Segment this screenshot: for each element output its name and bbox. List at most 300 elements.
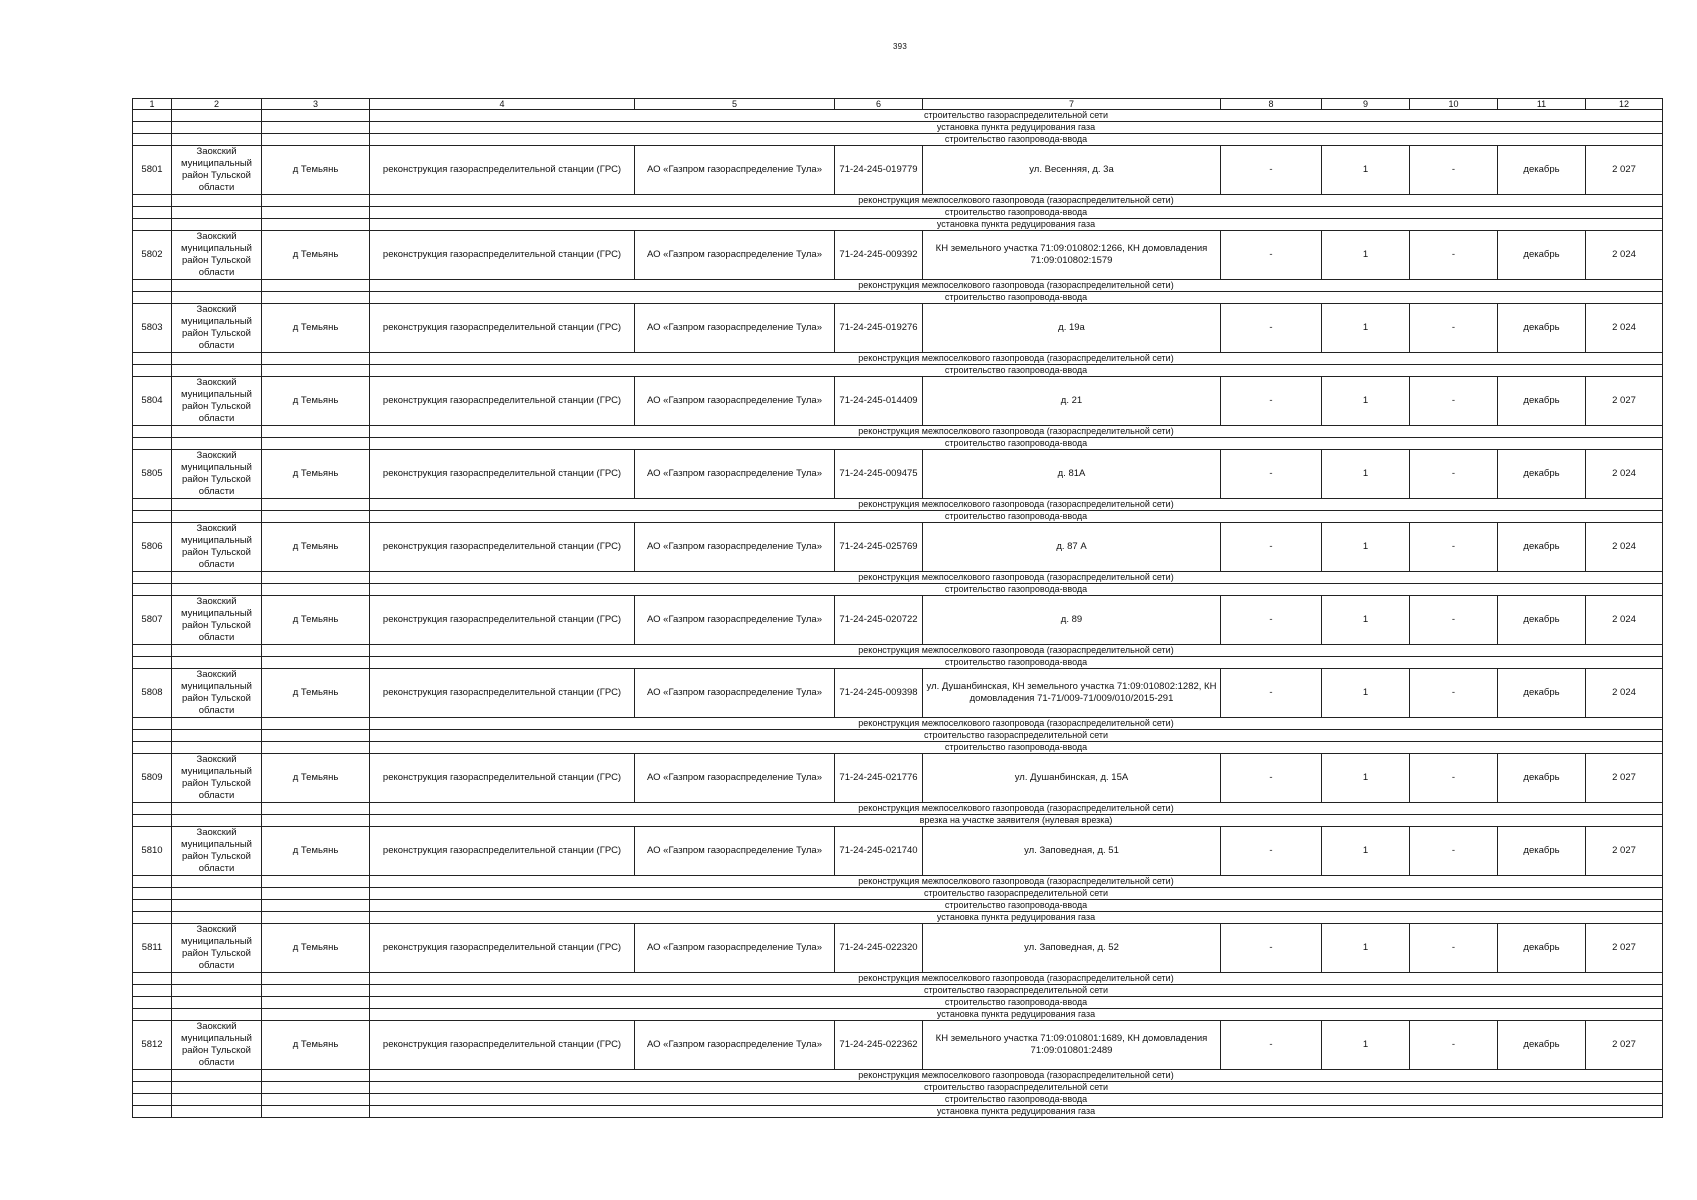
application-code-cell: 71-24-245-009475 xyxy=(835,450,923,499)
object-cell: реконструкция газораспределительной станции (ГРС) xyxy=(370,523,635,572)
work-item-row xyxy=(133,219,1663,231)
settlement-cell: д Темьянь xyxy=(262,450,370,499)
empty-cell xyxy=(262,1094,370,1106)
work-item-row xyxy=(133,280,1663,292)
empty-cell xyxy=(133,280,172,292)
empty-cell xyxy=(172,1070,262,1082)
work-item-row xyxy=(133,438,1663,450)
work-item-row xyxy=(133,122,1663,134)
work-item-label: строительство газораспределительной сети xyxy=(370,1082,1663,1094)
address-cell: ул. Душанбинская, д. 15А xyxy=(923,754,1221,803)
empty-cell xyxy=(262,1009,370,1021)
column-number-header xyxy=(133,99,1663,110)
month-cell: декабрь xyxy=(1498,450,1586,499)
empty-cell xyxy=(262,985,370,997)
application-code-cell: 71-24-245-009398 xyxy=(835,669,923,718)
organization-cell: АО «Газпром газораспределение Тула» xyxy=(635,450,835,499)
empty-cell xyxy=(262,365,370,377)
page-number: 393 xyxy=(893,42,907,51)
column-header: 11 xyxy=(1498,99,1586,110)
work-item-row xyxy=(133,110,1663,122)
object-cell: реконструкция газораспределительной станции (ГРС) xyxy=(370,924,635,973)
empty-cell xyxy=(133,645,172,657)
organization-cell: АО «Газпром газораспределение Тула» xyxy=(635,827,835,876)
column-10-cell: - xyxy=(1410,304,1498,353)
organization-cell: АО «Газпром газораспределение Тула» xyxy=(635,754,835,803)
empty-cell xyxy=(133,110,172,122)
column-9-cell: 1 xyxy=(1322,754,1410,803)
organization-cell: АО «Газпром газораспределение Тула» xyxy=(635,596,835,645)
column-10-cell: - xyxy=(1410,669,1498,718)
month-cell: декабрь xyxy=(1498,231,1586,280)
work-item-row xyxy=(133,718,1663,730)
empty-cell xyxy=(133,365,172,377)
work-item-row xyxy=(133,1070,1663,1082)
empty-cell xyxy=(133,742,172,754)
address-cell: ул. Заповедная, д. 52 xyxy=(923,924,1221,973)
empty-cell xyxy=(172,912,262,924)
column-8-cell: - xyxy=(1221,377,1322,426)
empty-cell xyxy=(133,718,172,730)
work-item-label: реконструкция межпоселкового газопровода (газораспределительной сети) xyxy=(370,426,1663,438)
table-row xyxy=(133,304,1663,353)
work-item-label: врезка на участке заявителя (нулевая врезка) xyxy=(370,815,1663,827)
column-8-cell: - xyxy=(1221,924,1322,973)
settlement-cell: д Темьянь xyxy=(262,377,370,426)
district-cell: Заокский муниципальный район Тульской области xyxy=(172,754,262,803)
district-cell: Заокский муниципальный район Тульской области xyxy=(172,450,262,499)
empty-cell xyxy=(133,1082,172,1094)
object-cell: реконструкция газораспределительной станции (ГРС) xyxy=(370,669,635,718)
work-item-label: строительство газопровода-ввода xyxy=(370,292,1663,304)
empty-cell xyxy=(172,353,262,365)
empty-cell xyxy=(172,742,262,754)
work-item-label: реконструкция межпоселкового газопровода (газораспределительной сети) xyxy=(370,876,1663,888)
column-9-cell: 1 xyxy=(1322,450,1410,499)
empty-cell xyxy=(262,110,370,122)
column-10-cell: - xyxy=(1410,146,1498,195)
district-cell: Заокский муниципальный район Тульской области xyxy=(172,231,262,280)
table-row xyxy=(133,377,1663,426)
organization-cell: АО «Газпром газораспределение Тула» xyxy=(635,146,835,195)
empty-cell xyxy=(172,584,262,596)
empty-cell xyxy=(172,876,262,888)
empty-cell xyxy=(133,134,172,146)
empty-cell xyxy=(133,207,172,219)
column-10-cell: - xyxy=(1410,924,1498,973)
empty-cell xyxy=(262,803,370,815)
organization-cell: АО «Газпром газораспределение Тула» xyxy=(635,924,835,973)
record-number: 5804 xyxy=(133,377,172,426)
empty-cell xyxy=(133,426,172,438)
column-8-cell: - xyxy=(1221,669,1322,718)
column-header: 1 xyxy=(133,99,172,110)
work-item-row xyxy=(133,973,1663,985)
table-row xyxy=(133,754,1663,803)
empty-cell xyxy=(262,876,370,888)
settlement-cell: д Темьянь xyxy=(262,523,370,572)
work-item-row xyxy=(133,912,1663,924)
object-cell: реконструкция газораспределительной станции (ГРС) xyxy=(370,377,635,426)
table-row xyxy=(133,523,1663,572)
column-9-cell: 1 xyxy=(1322,827,1410,876)
object-cell: реконструкция газораспределительной станции (ГРС) xyxy=(370,754,635,803)
record-number: 5807 xyxy=(133,596,172,645)
district-cell: Заокский муниципальный район Тульской области xyxy=(172,304,262,353)
empty-cell xyxy=(133,985,172,997)
column-10-cell: - xyxy=(1410,596,1498,645)
year-cell: 2 024 xyxy=(1586,596,1663,645)
empty-cell xyxy=(172,985,262,997)
empty-cell xyxy=(172,499,262,511)
column-8-cell: - xyxy=(1221,596,1322,645)
application-code-cell: 71-24-245-014409 xyxy=(835,377,923,426)
column-8-cell: - xyxy=(1221,1021,1322,1070)
empty-cell xyxy=(172,888,262,900)
object-cell: реконструкция газораспределительной станции (ГРС) xyxy=(370,304,635,353)
empty-cell xyxy=(172,511,262,523)
year-cell: 2 024 xyxy=(1586,304,1663,353)
empty-cell xyxy=(172,900,262,912)
work-item-label: установка пункта редуцирования газа xyxy=(370,219,1663,231)
empty-cell xyxy=(133,730,172,742)
work-item-row xyxy=(133,134,1663,146)
address-cell: д. 81А xyxy=(923,450,1221,499)
empty-cell xyxy=(133,1094,172,1106)
column-9-cell: 1 xyxy=(1322,304,1410,353)
work-item-label: реконструкция межпоселкового газопровода (газораспределительной сети) xyxy=(370,718,1663,730)
work-item-label: реконструкция межпоселкового газопровода (газораспределительной сети) xyxy=(370,1070,1663,1082)
settlement-cell: д Темьянь xyxy=(262,669,370,718)
column-10-cell: - xyxy=(1410,377,1498,426)
month-cell: декабрь xyxy=(1498,523,1586,572)
column-8-cell: - xyxy=(1221,231,1322,280)
address-cell: ул. Душанбинская, КН земельного участка 71:09:010802:1282, КН домовладения 71-71/009-71/009/010/2015-291 xyxy=(923,669,1221,718)
work-item-label: строительство газопровода-ввода xyxy=(370,742,1663,754)
empty-cell xyxy=(262,1070,370,1082)
month-cell: декабрь xyxy=(1498,1021,1586,1070)
empty-cell xyxy=(133,973,172,985)
month-cell: декабрь xyxy=(1498,669,1586,718)
year-cell: 2 027 xyxy=(1586,754,1663,803)
column-8-cell: - xyxy=(1221,827,1322,876)
empty-cell xyxy=(133,803,172,815)
column-9-cell: 1 xyxy=(1322,596,1410,645)
address-cell: д. 19а xyxy=(923,304,1221,353)
empty-cell xyxy=(172,1082,262,1094)
work-item-label: строительство газопровода-ввода xyxy=(370,438,1663,450)
work-item-row xyxy=(133,876,1663,888)
work-item-row xyxy=(133,572,1663,584)
empty-cell xyxy=(172,1106,262,1118)
empty-cell xyxy=(133,912,172,924)
work-item-label: строительство газораспределительной сети xyxy=(370,730,1663,742)
record-number: 5812 xyxy=(133,1021,172,1070)
year-cell: 2 027 xyxy=(1586,146,1663,195)
district-cell: Заокский муниципальный район Тульской области xyxy=(172,669,262,718)
application-code-cell: 71-24-245-019779 xyxy=(835,146,923,195)
column-8-cell: - xyxy=(1221,146,1322,195)
column-10-cell: - xyxy=(1410,754,1498,803)
month-cell: декабрь xyxy=(1498,924,1586,973)
application-code-cell: 71-24-245-022362 xyxy=(835,1021,923,1070)
column-header: 12 xyxy=(1586,99,1663,110)
work-item-label: строительство газораспределительной сети xyxy=(370,110,1663,122)
empty-cell xyxy=(133,876,172,888)
work-item-row xyxy=(133,511,1663,523)
empty-cell xyxy=(133,997,172,1009)
address-cell: д. 87 А xyxy=(923,523,1221,572)
settlement-cell: д Темьянь xyxy=(262,146,370,195)
work-item-row xyxy=(133,815,1663,827)
column-header: 7 xyxy=(923,99,1221,110)
application-code-cell: 71-24-245-025769 xyxy=(835,523,923,572)
column-9-cell: 1 xyxy=(1322,669,1410,718)
table-row xyxy=(133,146,1663,195)
empty-cell xyxy=(172,122,262,134)
empty-cell xyxy=(262,742,370,754)
column-10-cell: - xyxy=(1410,827,1498,876)
column-9-cell: 1 xyxy=(1322,924,1410,973)
empty-cell xyxy=(262,584,370,596)
table-row xyxy=(133,669,1663,718)
work-item-row xyxy=(133,997,1663,1009)
empty-cell xyxy=(172,365,262,377)
record-number: 5801 xyxy=(133,146,172,195)
work-item-row xyxy=(133,1082,1663,1094)
empty-cell xyxy=(262,511,370,523)
empty-cell xyxy=(172,718,262,730)
work-item-label: строительство газопровода-ввода xyxy=(370,997,1663,1009)
work-item-label: реконструкция межпоселкового газопровода (газораспределительной сети) xyxy=(370,499,1663,511)
empty-cell xyxy=(262,438,370,450)
empty-cell xyxy=(133,499,172,511)
record-number: 5811 xyxy=(133,924,172,973)
organization-cell: АО «Газпром газораспределение Тула» xyxy=(635,669,835,718)
work-item-label: установка пункта редуцирования газа xyxy=(370,1106,1663,1118)
empty-cell xyxy=(133,219,172,231)
work-item-row xyxy=(133,985,1663,997)
empty-cell xyxy=(172,572,262,584)
empty-cell xyxy=(172,292,262,304)
work-item-label: реконструкция межпоселкового газопровода (газораспределительной сети) xyxy=(370,645,1663,657)
empty-cell xyxy=(262,219,370,231)
address-cell: ул. Весенняя, д. 3а xyxy=(923,146,1221,195)
empty-cell xyxy=(172,219,262,231)
column-10-cell: - xyxy=(1410,231,1498,280)
empty-cell xyxy=(133,584,172,596)
work-item-label: реконструкция межпоселкового газопровода (газораспределительной сети) xyxy=(370,280,1663,292)
empty-cell xyxy=(133,195,172,207)
settlement-cell: д Темьянь xyxy=(262,304,370,353)
settlement-cell: д Темьянь xyxy=(262,924,370,973)
empty-cell xyxy=(133,292,172,304)
district-cell: Заокский муниципальный район Тульской области xyxy=(172,827,262,876)
work-item-row xyxy=(133,499,1663,511)
work-item-row xyxy=(133,803,1663,815)
work-item-row xyxy=(133,1094,1663,1106)
work-item-row xyxy=(133,645,1663,657)
year-cell: 2 024 xyxy=(1586,669,1663,718)
table-row xyxy=(133,596,1663,645)
empty-cell xyxy=(262,912,370,924)
record-number: 5806 xyxy=(133,523,172,572)
settlement-cell: д Темьянь xyxy=(262,754,370,803)
empty-cell xyxy=(133,572,172,584)
column-header: 8 xyxy=(1221,99,1322,110)
work-item-row xyxy=(133,426,1663,438)
empty-cell xyxy=(262,815,370,827)
organization-cell: АО «Газпром газораспределение Тула» xyxy=(635,377,835,426)
month-cell: декабрь xyxy=(1498,596,1586,645)
empty-cell xyxy=(172,973,262,985)
work-item-row xyxy=(133,207,1663,219)
column-header: 3 xyxy=(262,99,370,110)
year-cell: 2 024 xyxy=(1586,523,1663,572)
object-cell: реконструкция газораспределительной станции (ГРС) xyxy=(370,1021,635,1070)
work-item-label: установка пункта редуцирования газа xyxy=(370,122,1663,134)
empty-cell xyxy=(262,888,370,900)
empty-cell xyxy=(262,973,370,985)
empty-cell xyxy=(133,815,172,827)
object-cell: реконструкция газораспределительной станции (ГРС) xyxy=(370,827,635,876)
empty-cell xyxy=(262,1106,370,1118)
column-9-cell: 1 xyxy=(1322,377,1410,426)
column-9-cell: 1 xyxy=(1322,231,1410,280)
district-cell: Заокский муниципальный район Тульской области xyxy=(172,523,262,572)
month-cell: декабрь xyxy=(1498,377,1586,426)
settlement-cell: д Темьянь xyxy=(262,827,370,876)
record-number: 5810 xyxy=(133,827,172,876)
work-item-label: строительство газопровода-ввода xyxy=(370,584,1663,596)
empty-cell xyxy=(262,426,370,438)
empty-cell xyxy=(172,207,262,219)
empty-cell xyxy=(172,657,262,669)
work-item-label: установка пункта редуцирования газа xyxy=(370,1009,1663,1021)
record-number: 5803 xyxy=(133,304,172,353)
work-item-row xyxy=(133,900,1663,912)
column-header: 4 xyxy=(370,99,635,110)
work-item-label: реконструкция межпоселкового газопровода (газораспределительной сети) xyxy=(370,803,1663,815)
application-code-cell: 71-24-245-009392 xyxy=(835,231,923,280)
address-cell: КН земельного участка 71:09:010802:1266, КН домовладения 71:09:010802:1579 xyxy=(923,231,1221,280)
column-8-cell: - xyxy=(1221,523,1322,572)
empty-cell xyxy=(262,645,370,657)
empty-cell xyxy=(133,122,172,134)
work-item-label: реконструкция межпоселкового газопровода (газораспределительной сети) xyxy=(370,973,1663,985)
work-item-row xyxy=(133,730,1663,742)
object-cell: реконструкция газораспределительной станции (ГРС) xyxy=(370,596,635,645)
organization-cell: АО «Газпром газораспределение Тула» xyxy=(635,304,835,353)
organization-cell: АО «Газпром газораспределение Тула» xyxy=(635,231,835,280)
empty-cell xyxy=(262,572,370,584)
column-9-cell: 1 xyxy=(1322,523,1410,572)
settlement-cell: д Темьянь xyxy=(262,596,370,645)
object-cell: реконструкция газораспределительной станции (ГРС) xyxy=(370,146,635,195)
work-item-row xyxy=(133,353,1663,365)
application-code-cell: 71-24-245-019276 xyxy=(835,304,923,353)
work-item-row xyxy=(133,365,1663,377)
work-item-label: реконструкция межпоселкового газопровода (газораспределительной сети) xyxy=(370,353,1663,365)
empty-cell xyxy=(172,110,262,122)
empty-cell xyxy=(262,195,370,207)
empty-cell xyxy=(262,730,370,742)
column-10-cell: - xyxy=(1410,450,1498,499)
record-number: 5809 xyxy=(133,754,172,803)
empty-cell xyxy=(133,1106,172,1118)
empty-cell xyxy=(133,353,172,365)
empty-cell xyxy=(172,997,262,1009)
column-header: 9 xyxy=(1322,99,1410,110)
district-cell: Заокский муниципальный район Тульской области xyxy=(172,1021,262,1070)
column-header: 2 xyxy=(172,99,262,110)
month-cell: декабрь xyxy=(1498,146,1586,195)
empty-cell xyxy=(262,997,370,1009)
organization-cell: АО «Газпром газораспределение Тула» xyxy=(635,1021,835,1070)
table-row xyxy=(133,827,1663,876)
column-9-cell: 1 xyxy=(1322,1021,1410,1070)
empty-cell xyxy=(172,134,262,146)
address-cell: д. 89 xyxy=(923,596,1221,645)
object-cell: реконструкция газораспределительной станции (ГРС) xyxy=(370,231,635,280)
empty-cell xyxy=(262,1082,370,1094)
empty-cell xyxy=(172,280,262,292)
work-item-label: строительство газораспределительной сети xyxy=(370,888,1663,900)
work-item-row xyxy=(133,195,1663,207)
empty-cell xyxy=(262,207,370,219)
table-row xyxy=(133,450,1663,499)
work-item-row xyxy=(133,1106,1663,1118)
month-cell: декабрь xyxy=(1498,304,1586,353)
table-row xyxy=(133,231,1663,280)
work-item-label: строительство газопровода-ввода xyxy=(370,511,1663,523)
application-code-cell: 71-24-245-020722 xyxy=(835,596,923,645)
work-item-label: строительство газопровода-ввода xyxy=(370,1094,1663,1106)
empty-cell xyxy=(133,511,172,523)
column-header: 5 xyxy=(635,99,835,110)
empty-cell xyxy=(262,122,370,134)
column-header: 6 xyxy=(835,99,923,110)
table-row xyxy=(133,1021,1663,1070)
district-cell: Заокский муниципальный район Тульской области xyxy=(172,146,262,195)
empty-cell xyxy=(172,730,262,742)
empty-cell xyxy=(133,900,172,912)
empty-cell xyxy=(133,1070,172,1082)
record-number: 5805 xyxy=(133,450,172,499)
organization-cell: АО «Газпром газораспределение Тула» xyxy=(635,523,835,572)
year-cell: 2 024 xyxy=(1586,231,1663,280)
work-item-label: установка пункта редуцирования газа xyxy=(370,912,1663,924)
empty-cell xyxy=(262,280,370,292)
year-cell: 2 027 xyxy=(1586,1021,1663,1070)
object-cell: реконструкция газораспределительной станции (ГРС) xyxy=(370,450,635,499)
empty-cell xyxy=(133,657,172,669)
work-item-row xyxy=(133,742,1663,754)
gas-connection-register-table xyxy=(132,98,1663,1118)
work-item-label: реконструкция межпоселкового газопровода (газораспределительной сети) xyxy=(370,195,1663,207)
empty-cell xyxy=(262,499,370,511)
column-8-cell: - xyxy=(1221,754,1322,803)
empty-cell xyxy=(172,1094,262,1106)
record-number: 5802 xyxy=(133,231,172,280)
empty-cell xyxy=(262,718,370,730)
empty-cell xyxy=(172,1009,262,1021)
work-item-row xyxy=(133,888,1663,900)
work-item-label: строительство газопровода-ввода xyxy=(370,365,1663,377)
work-item-label: реконструкция межпоселкового газопровода (газораспределительной сети) xyxy=(370,572,1663,584)
work-item-row xyxy=(133,292,1663,304)
empty-cell xyxy=(133,888,172,900)
